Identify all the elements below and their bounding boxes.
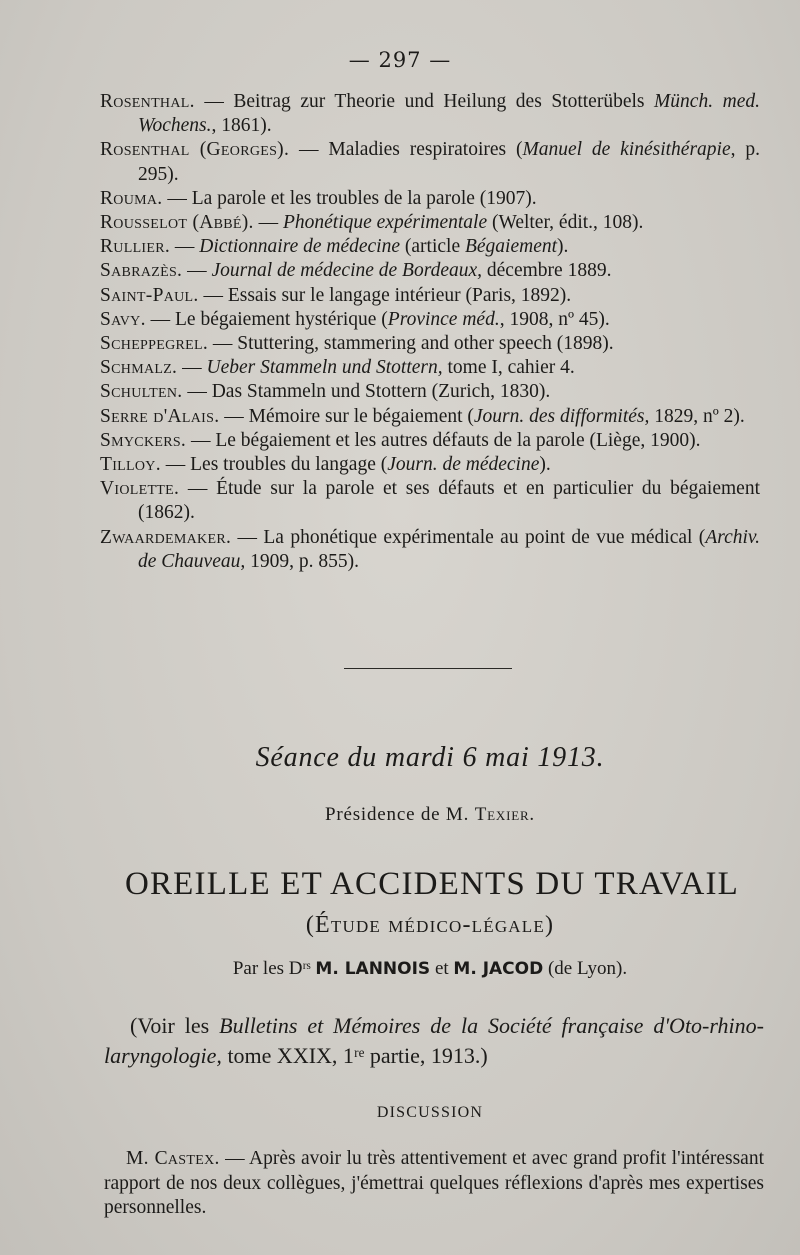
bibliography-entry bbox=[100, 187, 760, 211]
bibliography-entry bbox=[100, 380, 760, 404]
presidency-line bbox=[0, 804, 800, 826]
entry-author: Tilloy. bbox=[100, 454, 161, 476]
entry-text: — Beitrag zur Theorie und Heilung des Stotterübels bbox=[194, 91, 655, 112]
entry-author: Smyckers. bbox=[100, 429, 187, 451]
bibliography-entry bbox=[100, 405, 760, 429]
entry-title-italic: Manuel de kinésithérapie bbox=[522, 139, 731, 161]
authors-line bbox=[0, 958, 800, 980]
entry-author: Rosenthal. bbox=[100, 91, 195, 112]
discussion-paragraph bbox=[104, 1147, 764, 1221]
entry-text: — bbox=[182, 260, 212, 282]
entry-title-italic: Journ. de médecine bbox=[387, 454, 540, 476]
bibliography-entry bbox=[100, 429, 760, 453]
entry-text: ). bbox=[557, 236, 569, 258]
authors-prefix: Par les Dʳˢ bbox=[232, 958, 316, 979]
president-name: Texier bbox=[474, 804, 530, 825]
entry-author: Rullier. bbox=[100, 236, 171, 258]
entry-author: Serre d'Alais. bbox=[100, 405, 220, 427]
entry-text: — Le bégaiement hystérique ( bbox=[145, 308, 388, 330]
entry-author: Rosenthal (Georges). bbox=[100, 139, 290, 161]
entry-title-italic: Ueber Stammeln und Stottern, bbox=[206, 357, 443, 379]
entry-text: — Mémoire sur le bégaiement ( bbox=[219, 405, 474, 427]
bibliography-entry bbox=[100, 453, 760, 477]
entry-title-italic: Archiv. de Chauveau, bbox=[138, 526, 760, 572]
bibliography-entry bbox=[100, 235, 760, 259]
entry-title-italic: Journal de médecine de Bordeaux, bbox=[211, 260, 483, 282]
section-separator bbox=[344, 668, 512, 669]
entry-text: ). bbox=[539, 454, 551, 476]
presidency-end: . bbox=[529, 804, 535, 825]
speaker-text: — Après avoir lu très attentivement et avec grand profit l'intéressant rapport de nos deux collègues, j'émettrai quelques réflexions d'après mes expertises personnelles. bbox=[104, 1148, 764, 1218]
entry-author: Schulten. bbox=[100, 381, 183, 403]
bibliography-entry bbox=[100, 138, 760, 186]
authors-middle: et bbox=[430, 958, 454, 979]
entry-author: Schmalz. bbox=[100, 357, 178, 379]
author-lannois: M. LANNOIS bbox=[315, 959, 431, 979]
entry-text: tome I, cahier 4. bbox=[442, 357, 575, 379]
reference-note-part: Bulletins et Mémoires de la Société française d'Oto-rhino-laryngologie, bbox=[104, 1013, 764, 1068]
bibliography-entry bbox=[100, 90, 760, 138]
entry-text: — La parole et les troubles de la parole (1907). bbox=[162, 187, 537, 209]
bibliography-entry bbox=[100, 356, 760, 380]
bibliography-entry bbox=[100, 332, 760, 356]
entry-title-italic: Province méd. bbox=[387, 308, 500, 330]
bibliography-list bbox=[100, 90, 760, 574]
entry-text: (article bbox=[400, 236, 465, 258]
article-title: OREILLE ET ACCIDENTS DU TRAVAIL bbox=[124, 866, 740, 902]
entry-text: — Les troubles du langage ( bbox=[160, 454, 388, 476]
bibliography-entry bbox=[100, 211, 760, 235]
entry-text: 1829, nº 2). bbox=[649, 405, 745, 427]
entry-text: — Maladies respiratoires ( bbox=[289, 139, 523, 161]
entry-text: — bbox=[177, 357, 207, 379]
speaker-name: M. Castex. bbox=[126, 1148, 220, 1169]
entry-author: Savy. bbox=[100, 308, 146, 330]
authors-suffix: (de Lyon). bbox=[543, 958, 628, 979]
entry-text: — bbox=[253, 212, 283, 234]
page-number: — 297 — bbox=[348, 48, 452, 72]
entry-author: Zwaardemaker. bbox=[100, 526, 232, 548]
entry-text: — Étude sur la parole et ses défauts et en particulier du bégaiement (1862). bbox=[138, 478, 760, 524]
session-heading: Séance du mardi 6 mai 1913. bbox=[255, 742, 605, 773]
article-subtitle: (Étude médico-légale) bbox=[305, 912, 555, 938]
entry-text: — Stuttering, stammering and other speech (1898). bbox=[208, 333, 614, 355]
entry-title-italic: Dictionnaire de médecine bbox=[199, 236, 401, 258]
entry-text: — Le bégaiement et les autres défauts de la parole (Liège, 1900). bbox=[186, 429, 701, 451]
entry-text: 1909, p. 855). bbox=[245, 550, 359, 572]
bibliography-entry bbox=[100, 477, 760, 525]
entry-author: Rousselot (Abbé). bbox=[100, 212, 254, 234]
entry-author: Violette. bbox=[100, 478, 180, 500]
entry-text: — bbox=[170, 236, 200, 258]
reference-note bbox=[104, 1011, 764, 1071]
entry-title-italic: Phonétique expérimentale bbox=[282, 212, 488, 234]
entry-text: décembre 1889. bbox=[482, 260, 612, 282]
bibliography-entry bbox=[100, 526, 760, 574]
discussion-heading: DISCUSSION bbox=[376, 1104, 484, 1121]
entry-text: , 1908, nº 45). bbox=[499, 308, 610, 330]
reference-note-part: (Voir les bbox=[130, 1013, 220, 1038]
entry-title-italic: Münch. med. Wochens. bbox=[138, 91, 760, 137]
entry-text: , 1861). bbox=[211, 115, 272, 137]
presidency-text: Présidence de M. bbox=[325, 804, 475, 825]
entry-author: Saint-Paul. bbox=[100, 284, 199, 306]
entry-text: (Welter, édit., 108). bbox=[487, 212, 644, 234]
entry-title-italic: Bégaiement bbox=[464, 236, 558, 258]
author-jacod: M. JACOD bbox=[453, 959, 544, 979]
bibliography-entry bbox=[100, 259, 760, 283]
bibliography-entry bbox=[100, 308, 760, 332]
entry-author: Sabrazès. bbox=[100, 260, 183, 282]
entry-text: — La phonétique expérimentale au point de vue médical ( bbox=[231, 526, 706, 548]
reference-note-part: tome XXIX, 1ʳᵉ partie, 1913.) bbox=[221, 1043, 488, 1068]
entry-text: — Das Stammeln und Stottern (Zurich, 1830). bbox=[182, 381, 551, 403]
entry-author: Rouma. bbox=[100, 187, 163, 209]
entry-author: Scheppegrel. bbox=[100, 333, 208, 355]
entry-text: , p. 295). bbox=[138, 139, 760, 185]
bibliography-entry bbox=[100, 284, 760, 308]
entry-text: — Essais sur le langage intérieur (Paris, 1892). bbox=[198, 284, 572, 306]
entry-title-italic: Journ. des difformités, bbox=[473, 405, 650, 427]
